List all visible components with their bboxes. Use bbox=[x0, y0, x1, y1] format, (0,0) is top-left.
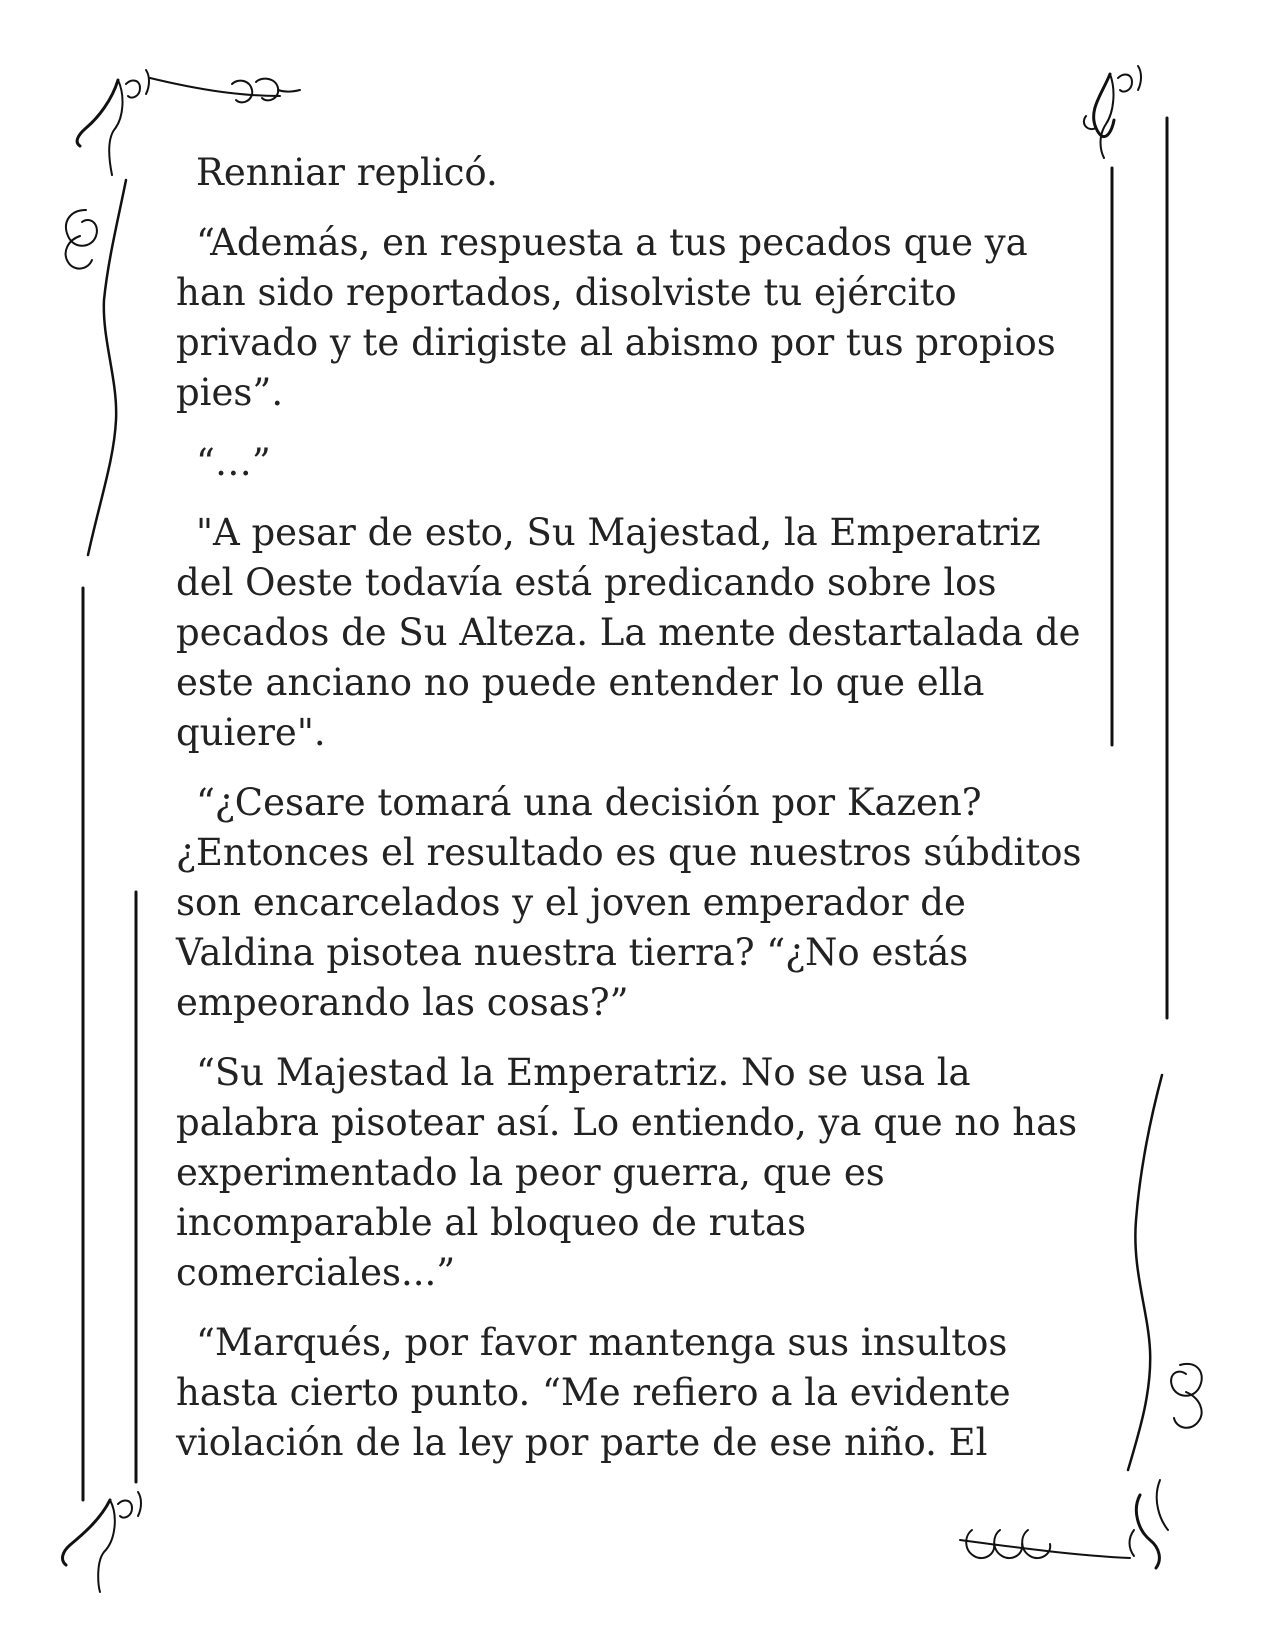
paragraph-7: “Marqués, por favor mantenga sus insultos hasta cierto punto. “Me refiero a la evidente violación de la ley por parte de ese niño. El bbox=[176, 1321, 1011, 1464]
body-text bbox=[176, 148, 1086, 1488]
paragraph-3: “…” bbox=[196, 441, 271, 484]
paragraph-1: Renniar replicó. bbox=[196, 151, 498, 194]
paragraph-2: “Además, en respuesta a tus pecados que ya han sido reportados, disolviste tu ejército privado y te dirigiste al abismo por tus propios pies”. bbox=[176, 221, 1056, 414]
flourish-top-right-ornament bbox=[1084, 66, 1141, 158]
flourish-bottom-left-ornament bbox=[63, 1492, 141, 1592]
paragraph-5: “¿Cesare tomará una decisión por Kazen? ¿Entonces el resultado es que nuestros súbditos son encarcelados y el joven emperador de Valdina pisotea nuestra tierra? “¿No estás empeorando las cosas?” bbox=[176, 781, 1082, 1024]
paragraph-4: "A pesar de esto, Su Majestad, la Emperatriz del Oeste todavía está predicando sobre los pecados de Su Alteza. La mente destartalada de este anciano no puede entender lo que ella quiere". bbox=[176, 511, 1081, 754]
paragraph-6: “Su Majestad la Emperatriz. No se usa la palabra pisotear así. Lo entiendo, ya que no has experimentado la peor guerra, que es incomparable al bloqueo de rutas comerciales...” bbox=[176, 1051, 1078, 1294]
